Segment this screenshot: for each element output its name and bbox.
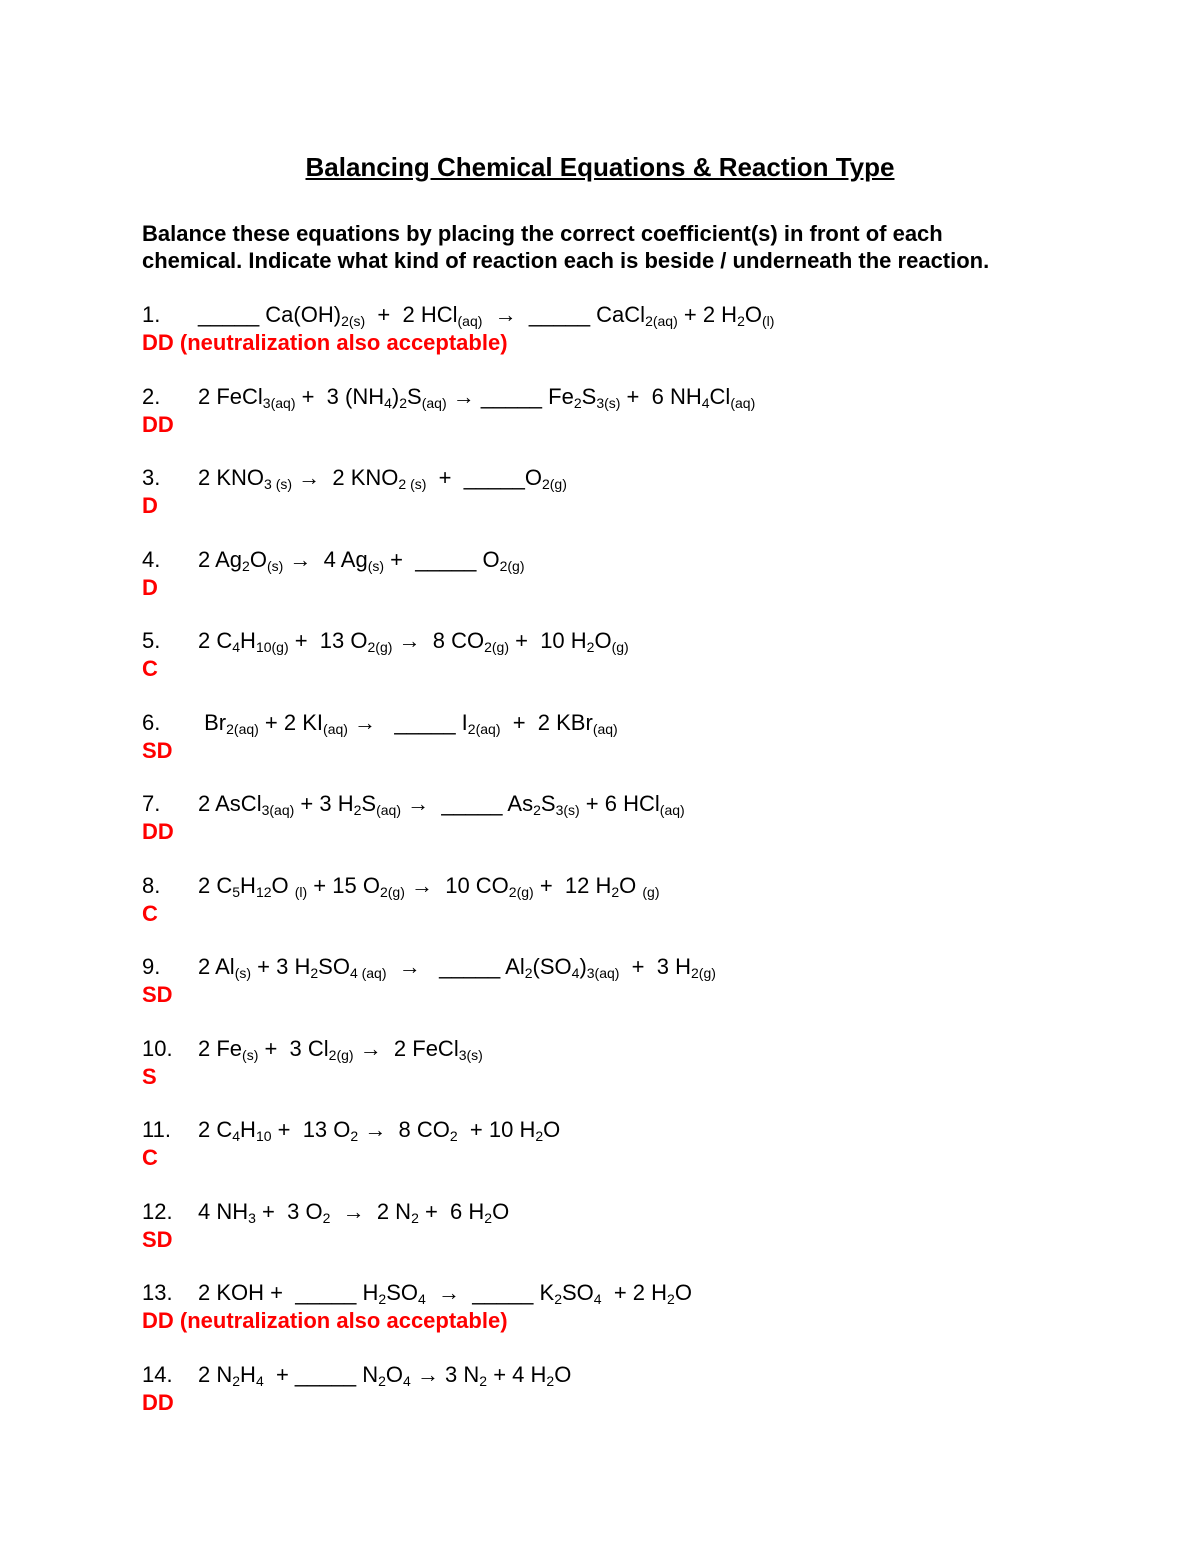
equation-subscript: 4: [255, 1372, 264, 1389]
equation-text: → _____ As: [400, 791, 534, 816]
equation-subscript: 2: [411, 1209, 419, 1226]
equation-subscript: 4: [417, 1291, 426, 1307]
equation-text: S: [540, 791, 556, 816]
equation-subscript: 2: [667, 1291, 675, 1307]
problem-number: 5.: [142, 628, 161, 653]
equation-subscript: 10(g): [255, 639, 289, 655]
equation-text: SO: [386, 1280, 418, 1305]
equation-text: → _____ Al: [386, 954, 525, 979]
equation-text: + 15 O: [307, 872, 380, 898]
equation-text: 2 KOH + _____ H: [198, 1280, 379, 1305]
equation-text: 2 Al: [198, 954, 235, 979]
equation-text: + 2 HCl: [365, 302, 458, 327]
equation-text: 2 FeCl: [198, 383, 263, 409]
equation-text: + 2 H: [677, 302, 738, 327]
reaction-type-answer: D: [142, 493, 158, 518]
reaction-type-answer: DD: [142, 411, 174, 437]
equation-text: 4 NH: [198, 1198, 249, 1224]
equation-subscript: 2: [353, 802, 362, 818]
equation-subscript: 2(g): [367, 639, 393, 655]
equation-text: + 3 Cl: [258, 1035, 329, 1061]
equation-text: O: [271, 872, 295, 898]
page-title: Balancing Chemical Equations & Reaction Type: [305, 152, 895, 182]
equation-subscript: 2(g): [499, 557, 525, 574]
equation-subscript: 4: [403, 1372, 411, 1389]
equation-subscript: 2: [449, 1128, 458, 1144]
chemical-equation: [198, 1034, 483, 1064]
equation-text: S: [361, 791, 377, 816]
equation-text: Br: [198, 709, 227, 735]
equation-text: O: [249, 546, 267, 572]
equation-text: + _____ N: [263, 1361, 379, 1387]
equation-subscript: 2: [611, 883, 620, 900]
equation-subscript: 2: [378, 1372, 386, 1389]
equation-text: + 3 H: [294, 791, 354, 816]
equation-subscript: 4: [593, 1291, 602, 1307]
equation-text: + 10 H: [509, 628, 587, 653]
equation-text: + 13 O: [271, 1117, 351, 1142]
problem-number: 6.: [142, 709, 161, 735]
equation-subscript: (g): [642, 883, 660, 900]
equation-subscript: (aq): [457, 313, 483, 329]
equation-text: O: [554, 1361, 572, 1387]
equation-subscript: 2: [554, 1291, 562, 1307]
equation-subscript: 2: [310, 965, 319, 981]
equation-subscript: 2: [535, 1128, 544, 1144]
chemical-equation: [198, 626, 629, 656]
equation-subscript: 10: [255, 1128, 272, 1144]
equation-subscript: 2: [484, 1209, 493, 1226]
equation-subscript: 4: [232, 639, 241, 655]
equation-text: → 3 N: [410, 1361, 480, 1387]
equation-subscript: 2: [586, 639, 595, 655]
equation-text: H: [240, 1117, 256, 1142]
problem-4: [142, 545, 1042, 627]
equation-text: (SO: [532, 954, 572, 979]
equation-text: + _____O: [426, 465, 542, 490]
problem-9: [142, 952, 1042, 1034]
equation-text: 2 Fe: [198, 1035, 243, 1061]
equation-subscript: 2(g): [484, 639, 510, 655]
equation-text: 2 N: [198, 1361, 233, 1387]
problem-10: [142, 1034, 1042, 1116]
equation-subscript: 2: [242, 557, 250, 574]
reaction-type-answer: C: [142, 656, 158, 681]
problem-12: [142, 1197, 1042, 1279]
equation-text: Cl: [709, 383, 731, 409]
equation-text: ): [579, 954, 587, 979]
equation-subscript: (s): [367, 557, 385, 574]
problem-14: [142, 1360, 1042, 1442]
equation-subscript: 4: [232, 1128, 241, 1144]
equation-subscript: 2(g): [691, 965, 716, 981]
equation-subscript: 2: [350, 1128, 359, 1144]
equation-text: + 12 H: [533, 872, 612, 898]
problem-2: [142, 382, 1042, 464]
equation-subscript: (s): [234, 965, 252, 981]
equation-subscript: 5: [232, 883, 241, 900]
equation-text: O: [543, 1117, 561, 1142]
equation-subscript: 2(g): [328, 1046, 354, 1063]
equation-subscript: 2(aq): [467, 720, 501, 737]
equation-text: + 3 O: [255, 1198, 323, 1224]
equation-text: + 6 H: [418, 1198, 485, 1224]
equation-subscript: 3(s): [555, 802, 580, 818]
equation-subscript: 4: [384, 394, 392, 411]
equation-subscript: 3(aq): [262, 394, 296, 411]
chemical-equation: [198, 708, 618, 738]
equation-text: O: [492, 1198, 510, 1224]
equation-subscript: (aq): [323, 720, 348, 737]
equation-text: SO: [562, 1280, 594, 1305]
equation-subscript: (aq): [376, 802, 401, 818]
chemical-equation: [198, 382, 755, 412]
equation-text: + 6 HCl: [579, 791, 660, 816]
equation-text: + 2 KI: [258, 709, 324, 735]
equation-subscript: 2(aq): [645, 313, 678, 329]
equation-subscript: 2: [479, 1372, 488, 1389]
equation-subscript: 3(aq): [261, 802, 295, 818]
equation-subscript: 2 (s): [398, 476, 427, 492]
equation-text: → _____ I: [347, 709, 468, 735]
equation-subscript: (s): [242, 1046, 259, 1063]
instructions-line-2: chemical. Indicate what kind of reaction each is beside / underneath the reaction.: [142, 248, 990, 273]
equation-subscript: 2(aq): [226, 720, 259, 737]
reaction-type-answer: C: [142, 1145, 158, 1170]
equation-subscript: (aq): [659, 802, 685, 818]
problem-number: 1.: [142, 302, 161, 327]
equation-subscript: 12: [255, 883, 272, 900]
equation-subscript: (g): [611, 639, 629, 655]
chemical-equation: [198, 952, 716, 982]
instructions-line-1: Balance these equations by placing the correct coefficient(s) in front of each: [142, 221, 943, 246]
equation-text: 2 C: [198, 1117, 233, 1142]
problem-number: 12.: [142, 1198, 173, 1224]
equation-subscript: 2: [378, 1291, 387, 1307]
problem-number: 8.: [142, 872, 161, 898]
equation-subscript: 3(aq): [586, 965, 620, 981]
chemical-equation: [198, 545, 525, 575]
reaction-type-answer: DD: [142, 1389, 174, 1415]
problem-number: 11.: [142, 1117, 171, 1142]
equation-subscript: (l): [761, 313, 775, 329]
equation-subscript: 4 (aq): [349, 965, 387, 981]
equation-text: O: [619, 872, 643, 898]
reaction-type-answer: DD (neutralization also acceptable): [142, 330, 508, 355]
equation-text: → 10 CO: [404, 872, 509, 898]
equation-text: → 2 N: [330, 1198, 412, 1224]
equation-text: → _____ CaCl: [482, 302, 646, 327]
equation-text: + 6 NH: [620, 383, 702, 409]
equation-subscript: 3: [248, 1209, 256, 1226]
problem-11: [142, 1115, 1042, 1197]
equation-text: S: [581, 383, 597, 409]
equation-text: → 8 CO: [392, 628, 485, 653]
equation-subscript: 2: [232, 1372, 241, 1389]
instructions: [142, 220, 1082, 274]
equation-text: 2 C: [198, 628, 233, 653]
equation-subscript: 2: [399, 394, 408, 411]
chemical-equation: [198, 1115, 560, 1145]
problem-number: 13.: [142, 1280, 173, 1305]
equation-text: S: [407, 383, 422, 409]
equation-text: 2 Ag: [198, 546, 243, 572]
equation-text: → 2 KNO: [292, 465, 399, 490]
equation-text: H: [240, 628, 256, 653]
problem-number: 7.: [142, 791, 161, 816]
problem-5: [142, 626, 1042, 708]
equation-text: + 3 H: [619, 954, 691, 979]
equation-text: + 3 H: [251, 954, 311, 979]
equation-text: 2 C: [198, 872, 233, 898]
equation-text: O: [385, 1361, 404, 1387]
equation-text: → _____ Fe: [446, 383, 574, 409]
equation-subscript: 2: [546, 1372, 555, 1389]
reaction-type-answer: SD: [142, 1226, 173, 1252]
reaction-type-answer: D: [142, 574, 158, 600]
problem-3: [142, 463, 1042, 545]
problem-8: [142, 871, 1042, 953]
equation-subscript: (aq): [592, 720, 618, 737]
equation-subscript: 3(s): [458, 1046, 483, 1063]
problem-7: [142, 789, 1042, 871]
equation-text: + 2 KBr: [500, 709, 593, 735]
equation-subscript: 3(s): [596, 394, 621, 411]
chemical-equation: [198, 789, 685, 819]
problem-number: 4.: [142, 546, 161, 572]
problem-number: 9.: [142, 954, 161, 979]
reaction-type-answer: DD: [142, 819, 174, 844]
equation-subscript: 4: [571, 965, 580, 981]
reaction-type-answer: SD: [142, 737, 173, 763]
equation-text: + 13 O: [288, 628, 368, 653]
problem-1: [142, 300, 1042, 382]
equation-subscript: (aq): [730, 394, 756, 411]
equation-subscript: 2(g): [379, 883, 405, 900]
chemical-equation: [198, 871, 660, 901]
problem-13: [142, 1278, 1042, 1360]
equation-text: + 10 H: [457, 1117, 536, 1142]
problem-number: 3.: [142, 465, 161, 490]
equation-subscript: 2: [573, 394, 582, 411]
equation-subscript: (l): [294, 883, 308, 900]
equation-text: O: [594, 628, 612, 653]
equation-text: O: [674, 1280, 692, 1305]
equation-subscript: 2: [533, 802, 541, 818]
equation-text: → 2 FeCl: [353, 1035, 459, 1061]
equation-text: SO: [318, 954, 350, 979]
equation-text: + 4 H: [487, 1361, 547, 1387]
equation-text: ): [391, 383, 400, 409]
equation-subscript: (aq): [421, 394, 447, 411]
equation-subscript: 2: [524, 965, 533, 981]
equation-text: _____ Ca(OH): [198, 302, 342, 327]
equation-text: → _____ K: [425, 1280, 555, 1305]
equation-text: H: [240, 872, 256, 898]
equation-text: + 2 H: [601, 1280, 668, 1305]
chemical-equation: [198, 1197, 509, 1227]
equation-text: 2 AsCl: [198, 791, 262, 816]
reaction-type-answer: S: [142, 1063, 157, 1089]
equation-subscript: 4: [701, 394, 710, 411]
equation-text: → 8 CO: [358, 1117, 450, 1142]
chemical-equation: [198, 300, 774, 330]
equation-text: 2 KNO: [198, 465, 265, 490]
equation-text: → 4 Ag: [283, 546, 368, 572]
chemical-equation: [198, 1360, 571, 1390]
equation-subscript: (s): [266, 557, 284, 574]
equation-text: + 3 (NH: [295, 383, 385, 409]
problem-number: 10.: [142, 1035, 173, 1061]
equation-subscript: 2(g): [508, 883, 534, 900]
equation-subscript: 2: [737, 313, 745, 329]
equation-subscript: 2: [322, 1209, 331, 1226]
equation-subscript: 3 (s): [264, 476, 293, 492]
equation-text: + _____ O: [384, 546, 500, 572]
equation-text: O: [744, 302, 762, 327]
chemical-equation: [198, 1278, 692, 1308]
equation-subscript: 2(g): [541, 476, 567, 492]
problem-list: [142, 300, 1042, 1441]
equation-subscript: 2(s): [341, 313, 366, 329]
equation-text: H: [240, 1361, 256, 1387]
reaction-type-answer: DD (neutralization also acceptable): [142, 1308, 508, 1333]
problem-6: [142, 708, 1042, 790]
chemical-equation: [198, 463, 567, 493]
problem-number: 2.: [142, 383, 161, 409]
reaction-type-answer: C: [142, 900, 158, 926]
reaction-type-answer: SD: [142, 982, 173, 1007]
problem-number: 14.: [142, 1361, 173, 1387]
